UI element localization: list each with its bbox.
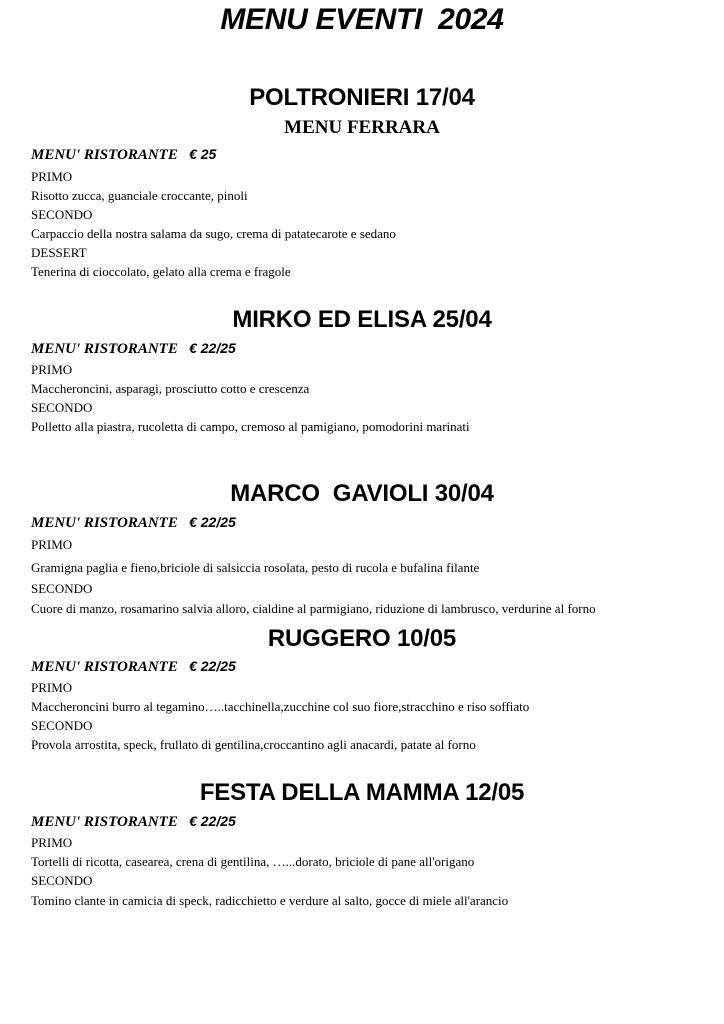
- course-label: PRIMO: [31, 169, 73, 184]
- course-label: SECONDO: [31, 873, 93, 888]
- course-label: PRIMO: [31, 537, 73, 552]
- menu-price: € 22/25: [189, 340, 236, 356]
- dish-description: Tortelli di ricotta, casearea, crena di gentilina, …...dorato, briciole di pane all'origano: [31, 854, 475, 869]
- course-label: SECONDO: [31, 581, 93, 596]
- menu-label-text: MENU' RISTORANTE: [31, 814, 178, 830]
- dish-description: Maccheroncini, asparagi, prosciutto cotto e crescenza: [31, 381, 310, 396]
- menu-label-text: MENU' RISTORANTE: [31, 659, 178, 675]
- course-label: DESSERT: [31, 245, 87, 260]
- course-label: PRIMO: [31, 680, 73, 695]
- page-title: MENU EVENTI 2024: [220, 3, 504, 36]
- dish-description: Maccheroncini burro al tegamino…..tacchinella,zucchine col suo fiore,stracchino e riso soffiato: [31, 699, 530, 714]
- event-heading: FESTA DELLA MAMMA 12/05: [199, 779, 525, 806]
- dish-description: Polletto alla piastra, rucoletta di campo, cremoso al pamigiano, pomodorini marinati: [31, 419, 470, 434]
- menu-price: € 22/25: [189, 514, 236, 530]
- course-label: SECONDO: [31, 400, 93, 415]
- menu-label: [31, 146, 216, 164]
- dish-description: Gramigna paglia e fieno,briciole di salsiccia rosolata, pesto di rucola e bufalina filante: [31, 560, 480, 575]
- event-heading: MIRKO ED ELISA 25/04: [232, 306, 492, 333]
- dish-description: Provola arrostita, speck, frullato di gentilina,croccantino agli anacardi, patate al forno: [31, 737, 476, 752]
- dish-description: Risotto zucca, guanciale croccante, pinoli: [31, 188, 248, 203]
- event-heading: MARCO GAVIOLI 30/04: [230, 480, 494, 507]
- course-label: SECONDO: [31, 207, 93, 222]
- event-heading: RUGGERO 10/05: [267, 625, 457, 652]
- menu-price: € 25: [189, 146, 217, 162]
- menu-label: [31, 813, 236, 831]
- dish-description: Cuore di manzo, rosamarino salvia alloro, cialdine al parmigiano, riduzione di lambrusco, verdurine al forno: [31, 601, 596, 616]
- menu-label: [31, 340, 236, 358]
- event-subheading: MENU FERRARA: [284, 117, 440, 138]
- menu-label-text: MENU' RISTORANTE: [31, 341, 178, 357]
- course-label: PRIMO: [31, 362, 73, 377]
- event-heading: POLTRONIERI 17/04: [249, 84, 475, 111]
- menu-label-text: MENU' RISTORANTE: [31, 147, 178, 163]
- menu-label-text: MENU' RISTORANTE: [31, 515, 178, 531]
- course-label: PRIMO: [31, 835, 73, 850]
- menu-price: € 22/25: [189, 813, 236, 829]
- dish-description: Tomino clante in camicia di speck, radicchietto e verdure al salto, gocce di miele all'arancio: [31, 893, 509, 908]
- menu-label: [31, 658, 236, 676]
- dish-description: Tenerina di cioccolato, gelato alla crema e fragole: [31, 264, 291, 279]
- menu-label: [31, 514, 236, 532]
- course-label: SECONDO: [31, 718, 93, 733]
- menu-price: € 22/25: [189, 658, 236, 674]
- dish-description: Carpaccio della nostra salama da sugo, crema di patatecarote e sedano: [31, 226, 396, 241]
